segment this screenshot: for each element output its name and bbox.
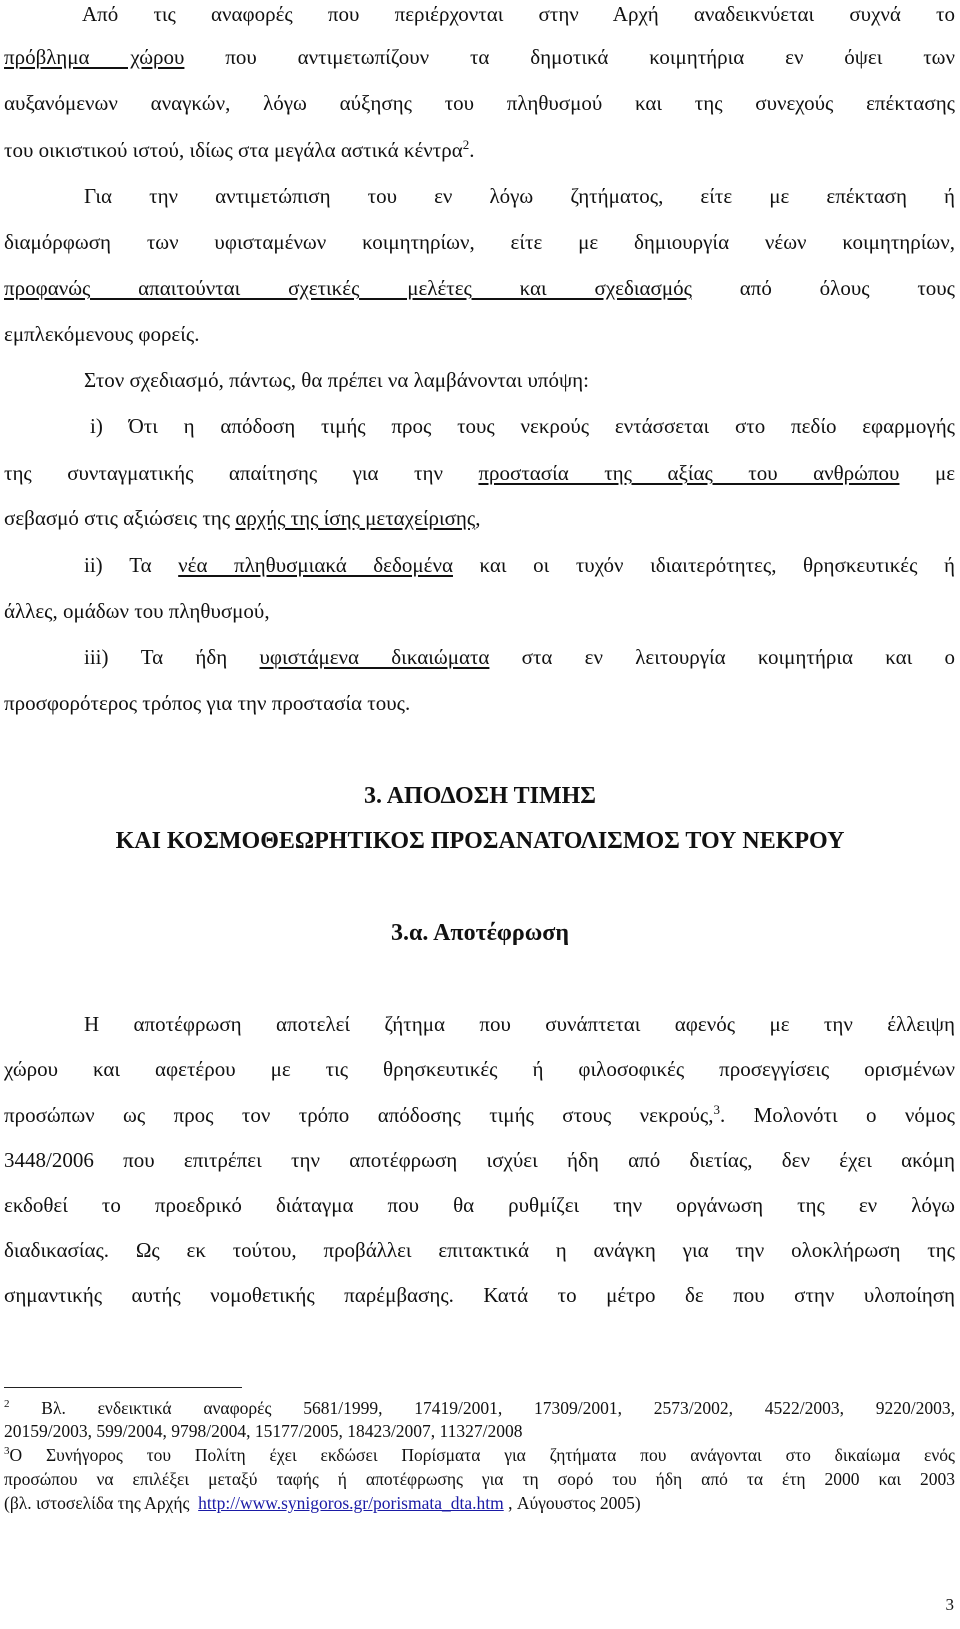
underlined-phrase: αρχής της ίσης μεταχείρισης <box>235 506 476 530</box>
paragraph-line: χώρου και αφετέρου με τις θρησκευτικές ή φιλοσοφικές προσεγγίσεις ορισμένων <box>4 1057 955 1081</box>
footnote-line: $^2$ Βλ. ενδεικτικά αναφορές 5681/1999, 17419/2001, 17309/2001, 2573/2002, 4522/2003, 9220/2003, <box>4 1398 955 1418</box>
paragraph-line: Στον σχεδιασμό, πάντως, θα πρέπει να λαμβάνονται υπόψη: <box>84 368 589 392</box>
section-heading: ΚΑΙ ΚΟΣΜΟΘΕΩΡΗΤΙΚΟΣ ΠΡΟΣΑΝΑΤΟΛΙΣΜΟΣ ΤΟΥ ΝΕΚΡΟΥ <box>115 828 845 854</box>
footnote-number: 3 <box>4 1445 10 1457</box>
paragraph-line: προσώπων ως προς τον τρόπο απόδοσης τιμής στους νεκρούς,$^3$. Μολονότι ο νόμος <box>4 1102 955 1127</box>
paragraph-line: διαμόρφωση των υφισταμένων κοιμητηρίων, είτε με δημιουργία νέων κοιμητηρίων, <box>4 230 955 254</box>
list-item-line: προσφορότερος τρόπος για την προστασία τους. <box>4 691 411 715</box>
footnote-line: (βλ. ιστοσελίδα της Αρχής http://www.synigoros.gr/porismata_dta.htm , Αύγουστος 2005) <box>4 1493 641 1513</box>
page-number: 3 <box>945 1595 954 1614</box>
paragraph-line: Η αποτέφρωση αποτελεί ζήτημα που συνάπτεται αφενός με την έλλειψη <box>84 1012 955 1036</box>
footnote-line: προσώπου να επιλέξει μεταξύ ταφής ή αποτέφρωσης για τη σορό του ήδη από τα έτη 2000 και 2003 <box>4 1469 955 1489</box>
subsection-heading: 3.α. Αποτέφρωση <box>391 920 569 946</box>
paragraph-line: Από τις αναφορές που περιέρχονται στην Αρχή αναδεικνύεται συχνά το <box>82 2 955 26</box>
list-item-line: iii) Τα ήδη υφιστάμενα δικαιώματα στα εν λειτουργία κοιμητήρια και ο <box>84 645 956 669</box>
list-item-line: i) Ότι η απόδοση τιμής προς τους νεκρούς εντάσσεται στο πεδίο εφαρμογής <box>90 414 955 438</box>
list-item-line: ii) Τα νέα πληθυσμιακά δεδομένα και οι τυχόν ιδιαιτερότητες, θρησκευτικές ή <box>84 553 955 577</box>
footnote-line: 20159/2003, 599/2004, 9798/2004, 15177/2005, 18423/2007, 11327/2008 <box>4 1421 523 1441</box>
paragraph-line: 3448/2006 που επιτρέπει την αποτέφρωση ισχύει ήδη από διετίας, δεν έχει ακόμη <box>4 1148 955 1172</box>
paragraph-line: αυξανόμενων αναγκών, λόγω αύξησης του πληθυσμού και της συνεχούς επέκτασης <box>4 91 955 115</box>
paragraph-line: προφανώς απαιτούνται σχετικές μελέτες και σχεδιασμός από όλους τους <box>4 276 956 300</box>
section-heading: 3. ΑΠΟΔΟΣΗ ΤΙΜΗΣ <box>364 783 596 809</box>
footnote-line: $^3$Ο Συνήγορος του Πολίτη έχει εκδώσει Πορίσματα για ζητήματα που ανάγονται στο δικαίωμα ενός <box>4 1445 955 1465</box>
paragraph-line: εκδοθεί το προεδρικό διάταγμα που θα ρυθμίζει την οργάνωση της εν λόγω <box>4 1193 955 1217</box>
footnote-separator <box>4 1387 242 1388</box>
paragraph-line: του οικιστικού ιστού, ιδίως στα μεγάλα αστικά κέντρα$^2$. <box>4 137 475 162</box>
paragraph-line: πρόβλημα χώρου που αντιμετωπίζουν τα δημοτικά κοιμητήρια εν όψει των <box>4 45 955 69</box>
underlined-phrase: υφιστάμενα δικαιώματα <box>259 645 490 669</box>
footnote-ref: 2 <box>462 137 470 152</box>
paragraph-line: διαδικασίας. Ως εκ τούτου, προβάλλει επιτακτικά η ανάγκη για την ολοκλήρωση της <box>4 1238 955 1262</box>
underlined-phrase: νέα πληθυσμιακά δεδομένα <box>178 553 453 577</box>
paragraph-line: σημαντικής αυτής νομοθετικής παρέμβασης. Κατά το μέτρο δε που στην υλοποίηση <box>4 1283 955 1307</box>
paragraph-line: Για την αντιμετώπιση του εν λόγω ζητήματος, είτε με επέκταση ή <box>84 184 955 208</box>
website-link[interactable]: http://www.synigoros.gr/porismata_dta.htm <box>198 1493 504 1513</box>
underlined-phrase: προφανώς απαιτούνται σχετικές μελέτες και σχεδιασμός <box>4 276 692 300</box>
underlined-phrase: πρόβλημα χώρου <box>4 45 185 69</box>
footnote-number: 2 <box>4 1398 10 1410</box>
underlined-phrase: προστασία της αξίας του ανθρώπου <box>478 461 900 485</box>
footnote-ref: 3 <box>713 1102 720 1117</box>
list-item-line: της συνταγματικής απαίτησης για την προστασία της αξίας του ανθρώπου με <box>4 461 956 485</box>
list-item-line: άλλες, ομάδων του πληθυσμού, <box>4 599 270 623</box>
paragraph-line: εμπλεκόμενους φορείς. <box>4 322 200 346</box>
list-item-line: σεβασμό στις αξιώσεις της αρχής της ίσης μεταχείρισης, <box>4 506 481 530</box>
